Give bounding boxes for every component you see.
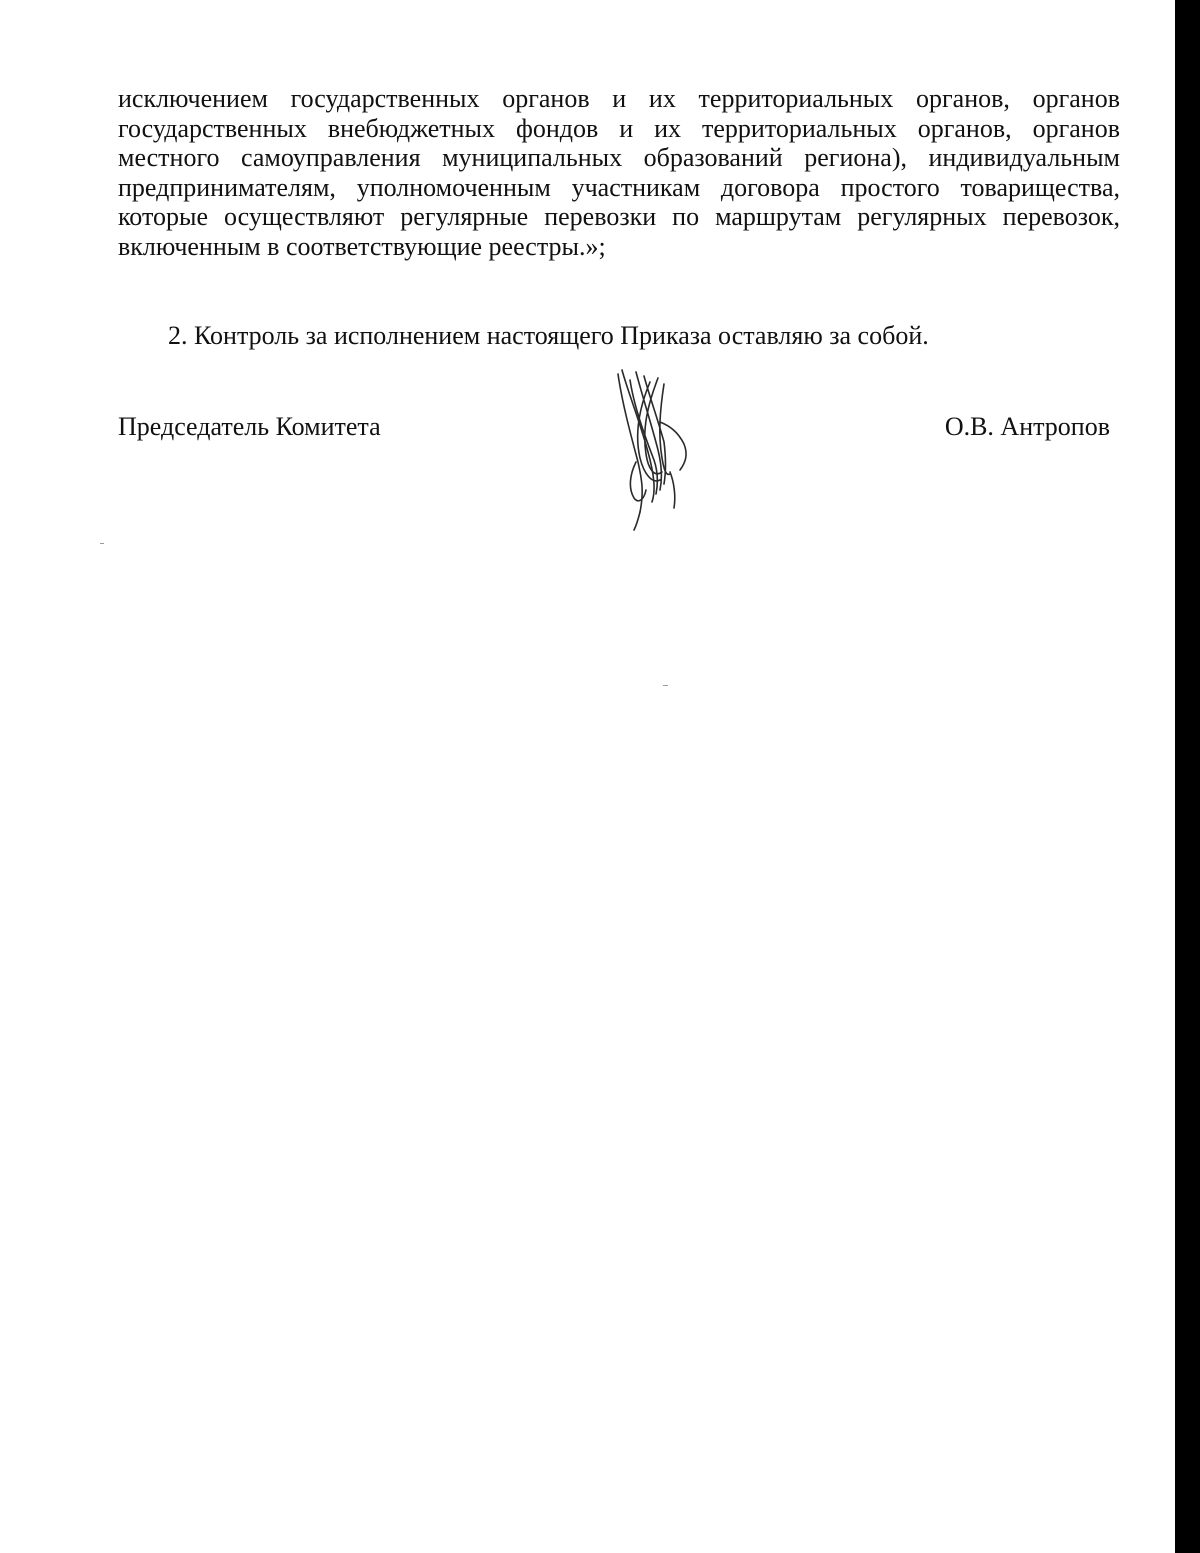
paragraph-line: включенным в соответствующие реестры.»; [118,231,606,261]
scan-speck [100,543,104,544]
document-body [118,84,1120,261]
paragraph-line: предпринимателям, уполномоченным участникам договора простого товарищества, [118,172,1120,202]
paragraph-line: исключением государственных органов и их территориальных органов, органов [118,84,1120,113]
continuation-paragraph [118,84,1120,261]
paragraph-line: которые осуществляют регулярные перевозки по маршрутам регулярных перевозок, [118,202,1120,231]
paragraph-line: местного самоуправления муниципальных образований региона), индивидуальным [118,143,1120,172]
paragraph-line: государственных внебюджетных фондов и их территориальных органов, органов [118,113,1120,143]
item-2-paragraph: 2. Контроль за исполнением настоящего Приказа оставляю за собой. [168,321,929,350]
scan-speck [663,685,668,686]
signer-title: Председатель Комитета [118,412,381,441]
signature-image [600,362,710,532]
signer-name: О.В. Антропов [944,412,1110,441]
scan-edge [1175,0,1200,1553]
